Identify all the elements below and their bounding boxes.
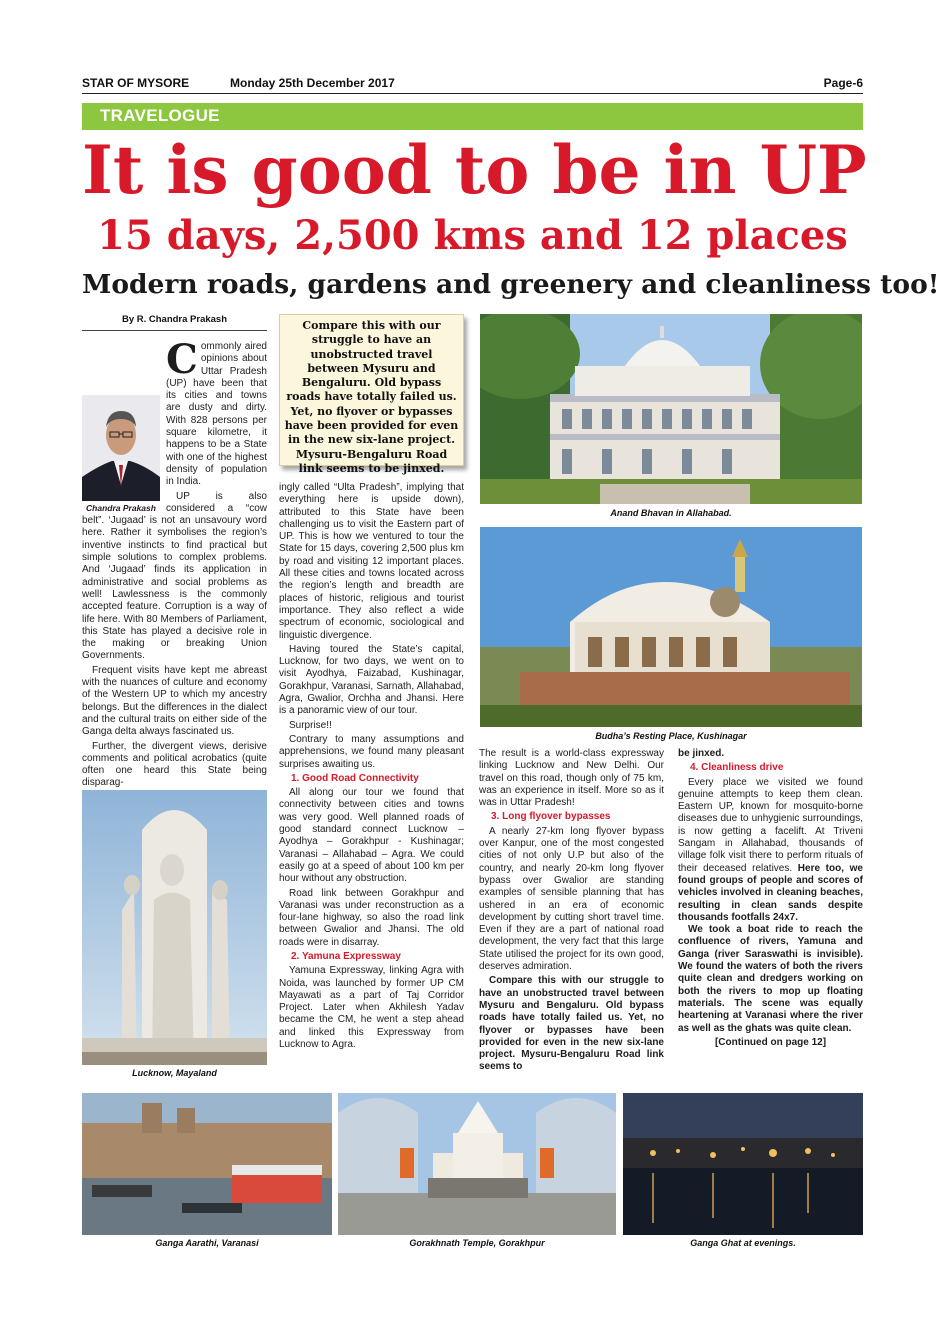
column-1 bbox=[82, 336, 267, 792]
caption-ganga-ghat: Ganga Ghat at evenings. bbox=[690, 1238, 796, 1248]
col2-paragraph-2: Having toured the State’s capital, Lucknow, for two days, we went on to visit Ayodhya, Faizabad, Kushinagar, Gorakhpur, Varanasi, Sarnath, Allahabad, Agra, Gwalior, Orchha and Jhansi. Here is a panoramic view of our tour. bbox=[279, 643, 464, 717]
photo-budha-resting-place bbox=[480, 527, 862, 727]
col1-paragraph-2: UP is also considered a “cow belt”. ‘Jugaad’ is not an unsavoury word here. Rather it symbolises the region’s inventive instincts to find practical but simple solutions to complex problems. And ‘Jugaad’ finds its application in administrative and social problems as well! Lawlessness is the commonly accepted feature. Corruption is a way of life here. With 80 Members of Parliament, this State has played a decisive role in the making or breaking Union Governments. bbox=[82, 490, 267, 662]
col2-paragraph-1: ingly called “Ulta Pradesh”, implying that everything here is upside down), attributed to this State have been challenging us to visit the Eastern part of UP. This is how we ventured to tour the State for 15 days, covering 2,500 plus km by road and visiting 12 important places. All these cities and towns located across the region’s length and breadth are places of historic, religious and tourist importance. They also reflect a wide spectrum of economic, sociological and linguistic divergence. bbox=[279, 482, 464, 641]
deck: Modern roads, gardens and greenery and cleanliness too! bbox=[82, 269, 940, 300]
col3-paragraph-2: A nearly 27-km long flyover bypass over Kanpur, one of the most congested cities of not only U.P but also of the country, and nearly 20-km long flyover bypass over Gwalior are standing examples of sensible planning that has ushered in an era of economic development by cutting short travel time. Even if they are a part of national road development, the very fact that this large State utilised the project for its own good, deserves admiration. bbox=[479, 825, 664, 973]
col4-paragraph-3: We took a boat ride to reach the confluence of rivers, Yamuna and Ganga (river Saraswathi is invisible). We found the waters of both the rivers quite clean and dredgers working on both the rivers to mop up floating materials. The scene was equally heartening at Varanasi where the river as well as the ghats was quite clean. bbox=[678, 924, 863, 1034]
col1-paragraph-3: Frequent visits have kept me abreast with the nuances of culture and economy of the Western UP to which my ancestry belongs. But the differences in the dialect and the cultural traits on either side of the Ganga delta always fascinated us. bbox=[82, 664, 267, 738]
col3-paragraph-1: The result is a world-class expressway linking Lucknow and New Delhi. Our travel on this road, though only of 75 km, was an experience in itself. More so as it was in Uttar Pradesh! bbox=[479, 748, 664, 809]
byline-rule bbox=[82, 330, 267, 331]
caption-ganga-aarathi: Ganga Aarathi, Varanasi bbox=[155, 1238, 259, 1248]
issue-date: Monday 25th December 2017 bbox=[230, 76, 395, 90]
column-2 bbox=[279, 482, 464, 1087]
subhead-cleanliness-drive: 4. Cleanliness drive bbox=[690, 762, 784, 774]
photo-ganga-ghat bbox=[623, 1093, 863, 1235]
col2-paragraph-5: All along our tour we found that connectivity between cities and towns was very good. Well planned roads of good standard connect Lucknow – Ayodhya – Gorakhpur - Kushinagar; Varanasi – Allahabad – Agra. We could easily go at a speed of about 100 km per hour without any obstruction. bbox=[279, 787, 464, 885]
col2-paragraph-3: Surprise!! bbox=[289, 719, 332, 731]
col1-paragraph-1: ommonly aired opinions about Uttar Pradesh (UP) have been that its cities and towns are dusty and dirty. With 828 persons per square kilometre, it happens to be a State with one of the highest density of population in India. bbox=[166, 341, 267, 488]
col4-paragraph-2 bbox=[678, 777, 863, 925]
subhead-yamuna-expressway: 2. Yamuna Expressway bbox=[291, 950, 401, 962]
caption-gorakhnath: Gorakhnath Temple, Gorakhpur bbox=[409, 1238, 545, 1248]
col2-paragraph-7: Yamuna Expressway, linking Agra with Noida, was launched by former UP CM Mayawati as a part of Taj Corridor Project. Later when Akhilesh Yadav became the CM, he went a step ahead and linked this Expressway from Lucknow to Agra. bbox=[279, 965, 464, 1051]
drop-cap: C bbox=[166, 336, 198, 383]
caption-lucknow: Lucknow, Mayaland bbox=[132, 1068, 217, 1078]
col2-paragraph-4: Contrary to many assumptions and apprehensions, we found many pleasant surprises awaiting us. bbox=[279, 733, 464, 770]
section-label: TRAVELOGUE bbox=[100, 106, 220, 125]
page-number: Page-6 bbox=[823, 76, 863, 90]
subheadline: 15 days, 2,500 kms and 12 places bbox=[97, 212, 848, 259]
headline: It is good to be in UP bbox=[82, 131, 867, 209]
column-3 bbox=[479, 748, 664, 1088]
photo-anand-bhavan bbox=[480, 314, 862, 504]
subhead-flyover-bypasses: 3. Long flyover bypasses bbox=[491, 811, 611, 823]
photo-gorakhnath-temple bbox=[338, 1093, 616, 1235]
pull-quote: Compare this with our struggle to have an unobstructed travel between Mysuru and Bengaluru. Old bypass roads have totally failed us. Yet, no flyover or bypasses have been provided for even in the new six-lane project. Mysuru-Bengaluru Road link seems to be jinxed. bbox=[279, 314, 464, 466]
col4-paragraph-1: be jinxed. bbox=[678, 748, 725, 759]
col4-text-a: Every place we visited we found genuine attempts to keep them clean. Eastern UP, known for mosquito-borne diseases due to unhygienic surroundings, is now getting a facelift. At Triveni Sangam in Allahabad, thousands of village folk visit there to perform rituals of their deceased relatives. bbox=[678, 776, 863, 874]
column-4 bbox=[678, 748, 863, 1090]
subhead-road-connectivity: 1. Good Road Connectivity bbox=[291, 772, 419, 784]
col2-paragraph-6: Road link between Gorakhpur and Varanasi was under reconstruction as a four-lane highway, so also the road link between Gwalior and Jhansi. The old roads were in disarray. bbox=[279, 887, 464, 948]
photo-lucknow-mayaland bbox=[82, 790, 267, 1065]
author-caption: Chandra Prakash bbox=[86, 503, 156, 513]
caption-anand-bhavan: Anand Bhavan in Allahabad. bbox=[610, 508, 732, 518]
col4-text-b: Here too, we found groups of people and scores of vehicles involved in cleaning beaches, resulting in clean sands despite thousands footfalls 24x7. bbox=[678, 862, 863, 923]
col3-paragraph-3: Compare this with our struggle to have an unobstructed travel between Mysuru and Bengaluru. Old bypass roads have totally failed us. Yet, no flyover or bypasses have been provided for even in the new six-lane project. Mysuru-Bengaluru Road link seems to bbox=[479, 975, 664, 1073]
continued-note: [Continued on page 12] bbox=[714, 1036, 827, 1048]
author-photo bbox=[82, 395, 160, 501]
masthead-rule bbox=[82, 93, 863, 94]
photo-ganga-aarathi bbox=[82, 1093, 332, 1235]
caption-budha: Budha’s Resting Place, Kushinagar bbox=[595, 731, 747, 741]
paper-name: STAR OF MYSORE bbox=[82, 76, 190, 90]
col1-paragraph-4: Further, the divergent views, derisive comments and political acrobatics (quite often one heard this State being disparag- bbox=[82, 740, 267, 789]
section-bar bbox=[82, 103, 863, 130]
byline: By R. Chandra Prakash bbox=[121, 314, 228, 325]
author-photo-box bbox=[82, 395, 160, 513]
